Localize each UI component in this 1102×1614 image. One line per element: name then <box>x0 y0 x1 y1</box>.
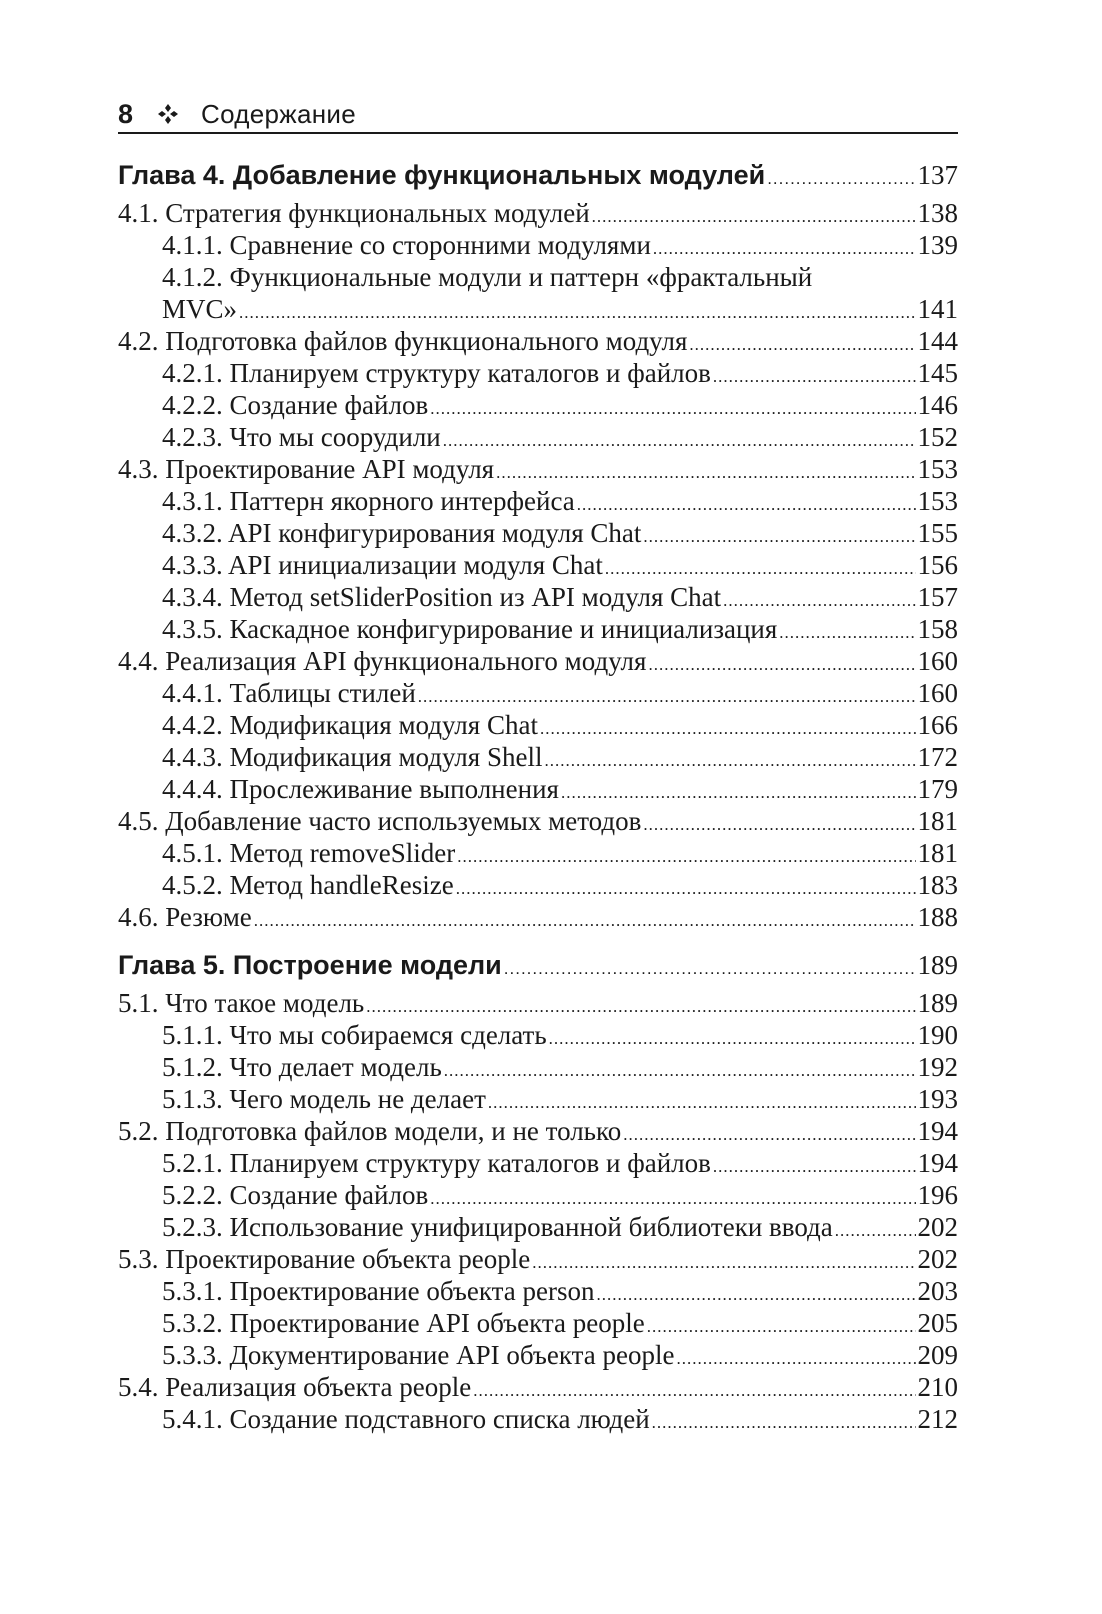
page-ref: 137 <box>917 160 958 190</box>
leader-dots <box>366 997 915 1017</box>
leader-dots <box>623 1125 915 1145</box>
entry-label-line2: MVC» <box>162 294 238 324</box>
toc-entry[interactable] <box>118 1372 958 1404</box>
entry-label: 4.4.1. Таблицы стилей <box>162 678 416 708</box>
page-ref: 179 <box>917 774 958 804</box>
toc-entry[interactable] <box>118 422 958 454</box>
entry-label: 5.3.1. Проектирование объекта person <box>162 1276 595 1306</box>
page-number: 8 <box>118 98 134 129</box>
toc-entry[interactable] <box>118 1308 958 1340</box>
leader-dots <box>767 169 915 189</box>
entry-label: 4.4.2. Модификация модуля Chat <box>162 710 538 740</box>
page-ref: 202 <box>917 1244 958 1274</box>
leader-dots <box>549 1029 916 1049</box>
page-ref: 181 <box>917 806 958 836</box>
page-ref: 183 <box>917 870 958 900</box>
leader-dots <box>418 687 916 707</box>
entry-label: 4.1.1. Сравнение со сторонними модулями <box>162 230 651 260</box>
page-ref: 160 <box>917 678 958 708</box>
page-ref: 160 <box>917 646 958 676</box>
entry-label: 4.4. Реализация API функционального модуля <box>118 646 647 676</box>
entry-label: 4.4.4. Прослеживание выполнения <box>162 774 559 804</box>
page-ref: 138 <box>917 198 958 228</box>
page-ref: 194 <box>917 1116 958 1146</box>
chapter-title: Глава 4. Добавление функциональных модулей <box>118 160 766 190</box>
leader-dots <box>532 1253 915 1273</box>
entry-label: 5.2. Подготовка файлов модели, и не только <box>118 1116 622 1146</box>
page-ref: 139 <box>917 230 958 260</box>
leader-dots <box>457 847 915 867</box>
four-diamond-ornament-icon <box>157 103 179 125</box>
entry-label: 5.1.1. Что мы собираемся сделать <box>162 1020 547 1050</box>
page-ref: 157 <box>917 582 958 612</box>
toc-entry[interactable] <box>118 1404 958 1436</box>
toc-entry[interactable] <box>118 1212 958 1244</box>
entry-label: 5.4. Реализация объекта people <box>118 1372 472 1402</box>
toc-entry[interactable] <box>118 1084 958 1116</box>
toc-entry[interactable] <box>118 358 958 390</box>
entry-label: 5.1.2. Что делает модель <box>162 1052 442 1082</box>
entry-label: 5.2.1. Планируем структуру каталогов и файлов <box>162 1148 711 1178</box>
leader-dots <box>596 1285 915 1305</box>
entry-label: 4.3. Проектирование API модуля <box>118 454 495 484</box>
toc-entry-wrapped[interactable] <box>118 262 958 326</box>
page-ref: 210 <box>917 1372 958 1402</box>
leader-dots <box>430 399 915 419</box>
toc-entry[interactable] <box>118 518 958 550</box>
leader-dots <box>643 815 915 835</box>
leader-dots <box>540 719 916 739</box>
leader-dots <box>647 1317 916 1337</box>
leader-dots <box>653 239 916 259</box>
toc-entry[interactable] <box>118 1020 958 1052</box>
leader-dots <box>254 911 916 931</box>
page-ref: 145 <box>917 358 958 388</box>
leader-dots <box>430 1189 915 1209</box>
page-ref: 152 <box>917 422 958 452</box>
toc-entry[interactable] <box>118 198 958 230</box>
entry-label: 5.1.3. Чего модель не делает <box>162 1084 486 1114</box>
entry-label: 4.5.1. Метод removeSlider <box>162 838 456 868</box>
page-ref: 212 <box>917 1404 958 1434</box>
leader-dots <box>592 207 916 227</box>
toc-chapter-4[interactable] <box>118 160 958 198</box>
toc-entry[interactable] <box>118 230 958 262</box>
page-ref: 189 <box>917 950 958 980</box>
toc-entry[interactable] <box>118 390 958 422</box>
page-ref: 190 <box>917 1020 958 1050</box>
leader-dots <box>496 463 915 483</box>
entry-label: 5.1. Что такое модель <box>118 988 365 1018</box>
entry-label: 5.2.3. Использование унифицированной библиотеки ввода <box>162 1212 833 1242</box>
page-ref: 156 <box>917 550 958 580</box>
toc-entry[interactable] <box>118 806 958 838</box>
toc-entry[interactable] <box>118 1340 958 1372</box>
toc-entry[interactable] <box>118 742 958 774</box>
page-ref: 202 <box>917 1212 958 1242</box>
entry-label: 5.3. Проектирование объекта people <box>118 1244 531 1274</box>
leader-dots <box>643 527 915 547</box>
leader-dots <box>835 1221 916 1241</box>
toc-entry[interactable] <box>118 1244 958 1276</box>
leader-dots <box>561 783 916 803</box>
entry-label: 4.2.1. Планируем структуру каталогов и файлов <box>162 358 711 388</box>
table-of-contents <box>118 160 958 1436</box>
entry-label: 4.3.4. Метод setSliderPosition из API модуля Chat <box>162 582 722 612</box>
page-ref: 205 <box>917 1308 958 1338</box>
toc-entry[interactable] <box>118 678 958 710</box>
toc-entry[interactable] <box>118 646 958 678</box>
leader-dots <box>689 335 915 355</box>
entry-label: 4.3.1. Паттерн якорного интерфейса <box>162 486 575 516</box>
entry-label: 4.3.2. API конфигурирования модуля Chat <box>162 518 642 548</box>
entry-label: 5.3.2. Проектирование API объекта people <box>162 1308 645 1338</box>
page-ref: 209 <box>917 1340 958 1370</box>
leader-dots <box>605 559 916 579</box>
page-ref: 158 <box>917 614 958 644</box>
entry-label-line2-row <box>118 294 958 326</box>
page-ref: 172 <box>917 742 958 772</box>
entry-label: 4.3.5. Каскадное конфигурирование и инициализация <box>162 614 778 644</box>
page-ref: 203 <box>917 1276 958 1306</box>
page-ref: 146 <box>917 390 958 420</box>
toc-chapter-5[interactable] <box>118 950 958 988</box>
leader-dots <box>577 495 916 515</box>
chapter-title: Глава 5. Построение модели <box>118 950 502 980</box>
toc-entry[interactable] <box>118 1148 958 1180</box>
leader-dots <box>648 655 915 675</box>
entry-label: 4.3.3. API инициализации модуля Chat <box>162 550 603 580</box>
page-ref: 181 <box>917 838 958 868</box>
entry-label: 4.5. Добавление часто используемых методов <box>118 806 642 836</box>
toc-entry[interactable] <box>118 710 958 742</box>
toc-entry[interactable] <box>118 774 958 806</box>
page-ref: 194 <box>917 1148 958 1178</box>
leader-dots <box>504 959 916 979</box>
running-header <box>118 96 958 134</box>
page-ref: 192 <box>917 1052 958 1082</box>
leader-dots <box>444 1061 916 1081</box>
leader-dots <box>239 303 915 323</box>
toc-entry[interactable] <box>118 902 958 934</box>
entry-label: 5.2.2. Создание файлов <box>162 1180 429 1210</box>
toc-entry[interactable] <box>118 326 958 358</box>
page-ref: 166 <box>917 710 958 740</box>
leader-dots <box>723 591 915 611</box>
toc-entry[interactable] <box>118 838 958 870</box>
page-ref: 196 <box>917 1180 958 1210</box>
chapter-gap <box>118 934 958 950</box>
leader-dots <box>713 1157 916 1177</box>
toc-entry[interactable] <box>118 486 958 518</box>
leader-dots <box>443 431 916 451</box>
page-ref: 144 <box>917 326 958 356</box>
toc-entry[interactable] <box>118 550 958 582</box>
page-ref: 189 <box>917 988 958 1018</box>
leader-dots <box>456 879 916 899</box>
toc-entry[interactable] <box>118 1180 958 1212</box>
entry-label: 4.4.3. Модификация модуля Shell <box>162 742 543 772</box>
entry-label: 4.2.2. Создание файлов <box>162 390 429 420</box>
page-ref: 141 <box>917 294 958 324</box>
page-ref: 155 <box>917 518 958 548</box>
toc-entry[interactable] <box>118 454 958 486</box>
leader-dots <box>652 1413 916 1433</box>
leader-dots <box>473 1381 915 1401</box>
page-ref: 153 <box>917 486 958 516</box>
page-ref: 193 <box>917 1084 958 1114</box>
leader-dots <box>676 1349 915 1369</box>
entry-label: 4.1. Стратегия функциональных модулей <box>118 198 590 228</box>
entry-label: 4.2.3. Что мы соорудили <box>162 422 441 452</box>
toc-entry[interactable] <box>118 1116 958 1148</box>
leader-dots <box>713 367 916 387</box>
entry-label: 4.5.2. Метод handleResize <box>162 870 454 900</box>
entry-label-line1: 4.1.2. Функциональные модули и паттерн «фрактальный <box>162 262 813 292</box>
toc-entry[interactable] <box>118 870 958 902</box>
leader-dots <box>779 623 915 643</box>
leader-dots <box>544 751 915 771</box>
toc-entry[interactable] <box>118 1052 958 1084</box>
leader-dots <box>488 1093 916 1113</box>
entry-label: 4.6. Резюме <box>118 902 252 932</box>
entry-label: 5.4.1. Создание подставного списка людей <box>162 1404 650 1434</box>
page-ref: 188 <box>917 902 958 932</box>
entry-label: 4.2. Подготовка файлов функционального модуля <box>118 326 688 356</box>
entry-label: 5.3.3. Документирование API объекта people <box>162 1340 675 1370</box>
toc-entry[interactable] <box>118 582 958 614</box>
toc-entry[interactable] <box>118 1276 958 1308</box>
toc-entry[interactable] <box>118 988 958 1020</box>
page-ref: 153 <box>917 454 958 484</box>
toc-entry[interactable] <box>118 614 958 646</box>
running-head-title: Содержание <box>201 98 356 129</box>
